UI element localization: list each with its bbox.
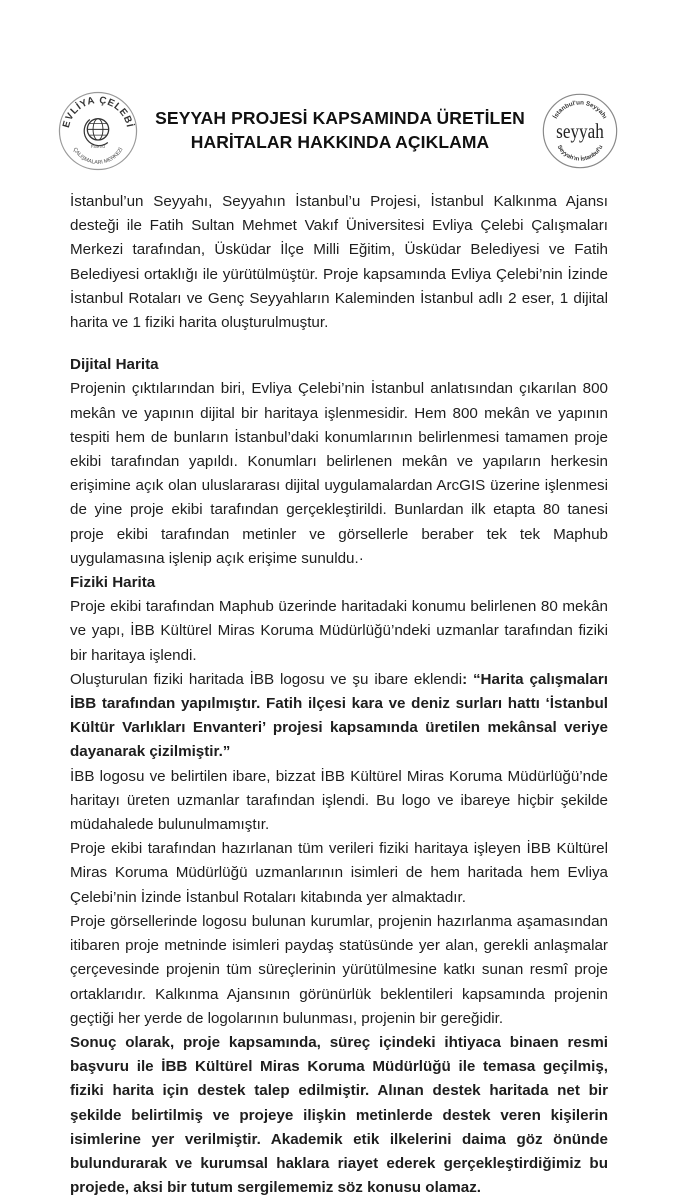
- document-header: [0, 88, 675, 178]
- ibb-statement-quote: : “Harita çalışmaları İBB tarafından yapılmıştır. Fatih ilçesi kara ve deniz surları hattı ‘İstanbul Kültür Varlıkları Envanteri’ projesi kapsamında üretilen mekânsal veriye dayanarak çizilmiştir.”: [70, 670, 608, 761]
- document-title: [140, 106, 540, 154]
- conclusion-paragraph: Sonuç olarak, proje kapsamında, süreç içindeki ihtiyaca binaen resmi başvuru ile İBB Kültürel Miras Koruma Müdürlüğü ile temasa geçilmiş, fiziki harita için destek talep edilmiştir. Alınan destek haritada net bir şekilde belirtilmiş ve projeye ilişkin metinlerde destek veren kişilerin isimlerine yer verilmiştir. Akademik etik ilkelerini daima göz önünde bulundurarak ve kurumsal haklara riayet ederek gerçekleştirdiğimiz bu projede, aksi bir tutum sergilememiz söz konusu olamaz.: [70, 1033, 608, 1197]
- section-heading-digital-map: Dijital Harita: [70, 356, 159, 374]
- physical-map-paragraph-3: İBB logosu ve belirtilen ibare, bizzat İBB Kültürel Miras Koruma Müdürlüğü’nde haritayı üreten uzmanlar tarafından işlendi. Bu logo ve ibareye hiçbir şekilde müdahalede bulunulmamıştır.: [70, 767, 608, 834]
- svg-text:seyyah: seyyah: [556, 120, 604, 144]
- physical-map-paragraph-5: Proje görsellerinde logosu bulunan kurumlar, projenin hazırlanma aşamasından itibaren proje metninde isimleri paydaş statüsünde yer alan, gerekli anlaşmalar çerçevesinde projenin tüm süreçlerinin yürütülmesine katkı sunan resmî proje ortaklarıdır. Kalkınma Ajansının görünürlük beklentileri kapsamında projenin geçtiği her yerde de logolarının bulunması, projenin bir gereğidir.: [70, 912, 608, 1027]
- digital-map-paragraph: Projenin çıktılarından biri, Evliya Çelebi’nin İstanbul anlatısından çıkarılan 800 mekân ve yapının dijital bir haritaya işlenmesidir. Hem 800 mekân ve yapının tespiti hem de bunların İstanbul’daki konumlarının belirlenmesi tamamen proje ekibi tarafından yapıldı. Konumları belirlenen mekân ve yapıların herkesin erişimine açık olan uluslararası dijital uygulamalardan ArcGIS üzerine işlenmesi de yine proje ekibi tarafından gerçekleştirildi. Bunlardan ilk etapta 80 tanesi proje ekibi tarafından metinler ve görsellerle beraber tek tek Maphub uygulamasına işlenip açık erişime sunuldu.·: [70, 380, 608, 567]
- physical-map-paragraph-4: Proje ekibi tarafından hazırlanan tüm verileri fiziki haritaya işleyen İBB Kültürel Miras Koruma Müdürlüğü uzmanlarının isimleri de hem haritada hem Evliya Çelebi’nin İzinde İstanbul Rotaları kitabında yer almaktadır.: [70, 840, 608, 906]
- physical-map-paragraph-1: Proje ekibi tarafından Maphub üzerinde haritadaki konumu belirlenen 80 mekân ve yapı, İBB Kültürel Miras Koruma Müdürlüğü’ndeki uzmanlar tarafından fiziki bir haritaya işlendi.: [70, 598, 608, 664]
- document-body: [70, 190, 608, 1200]
- evliya-celebi-logo-icon: [57, 90, 139, 172]
- physical-map-paragraph-2: [70, 668, 608, 765]
- svg-text:EVLİYA ÇELEBİ: EVLİYA ÇELEBİ: [60, 94, 136, 130]
- svg-text:Seyyah'ın İstanbul'u: Seyyah'ın İstanbul'u: [555, 144, 605, 163]
- intro-paragraph: İstanbul’un Seyyahı, Seyyahın İstanbul’u Projesi, İstanbul Kalkınma Ajansı desteği ile Fatih Sultan Mehmet Vakıf Üniversitesi Evliya Çelebi Çalışmaları Merkezi tarafından, Üsküdar İlçe Milli Eğitim, Üsküdar Belediyesi ve Fatih Belediyesi ortaklığı ile yürütülmüştür. Proje kapsamında Evliya Çelebi’nin İzinde İstanbul Rotaları ve Genç Seyyahların Kaleminden İstanbul adlı 2 eser, 1 dijital harita ve 1 fiziki harita oluşturulmuştur.: [70, 193, 608, 332]
- section-heading-physical-map: Fiziki Harita: [70, 574, 156, 592]
- seyyah-project-logo-icon: [541, 92, 619, 170]
- title-line-2: HARİTALAR HAKKINDA AÇIKLAMA: [190, 132, 490, 152]
- title-line-1: SEYYAH PROJESİ KAPSAMINDA ÜRETİLEN: [155, 108, 525, 128]
- svg-text:FSMVÜ: FSMVÜ: [90, 144, 106, 150]
- svg-text:İstanbul'un Seyyahı: İstanbul'un Seyyahı: [551, 99, 609, 120]
- svg-text:ÇALIŞMALARI MERKEZİ: ÇALIŞMALARI MERKEZİ: [71, 146, 125, 166]
- ibb-statement-lead: Oluşturulan fiziki haritada İBB logosu ve şu ibare eklendi: [70, 670, 463, 688]
